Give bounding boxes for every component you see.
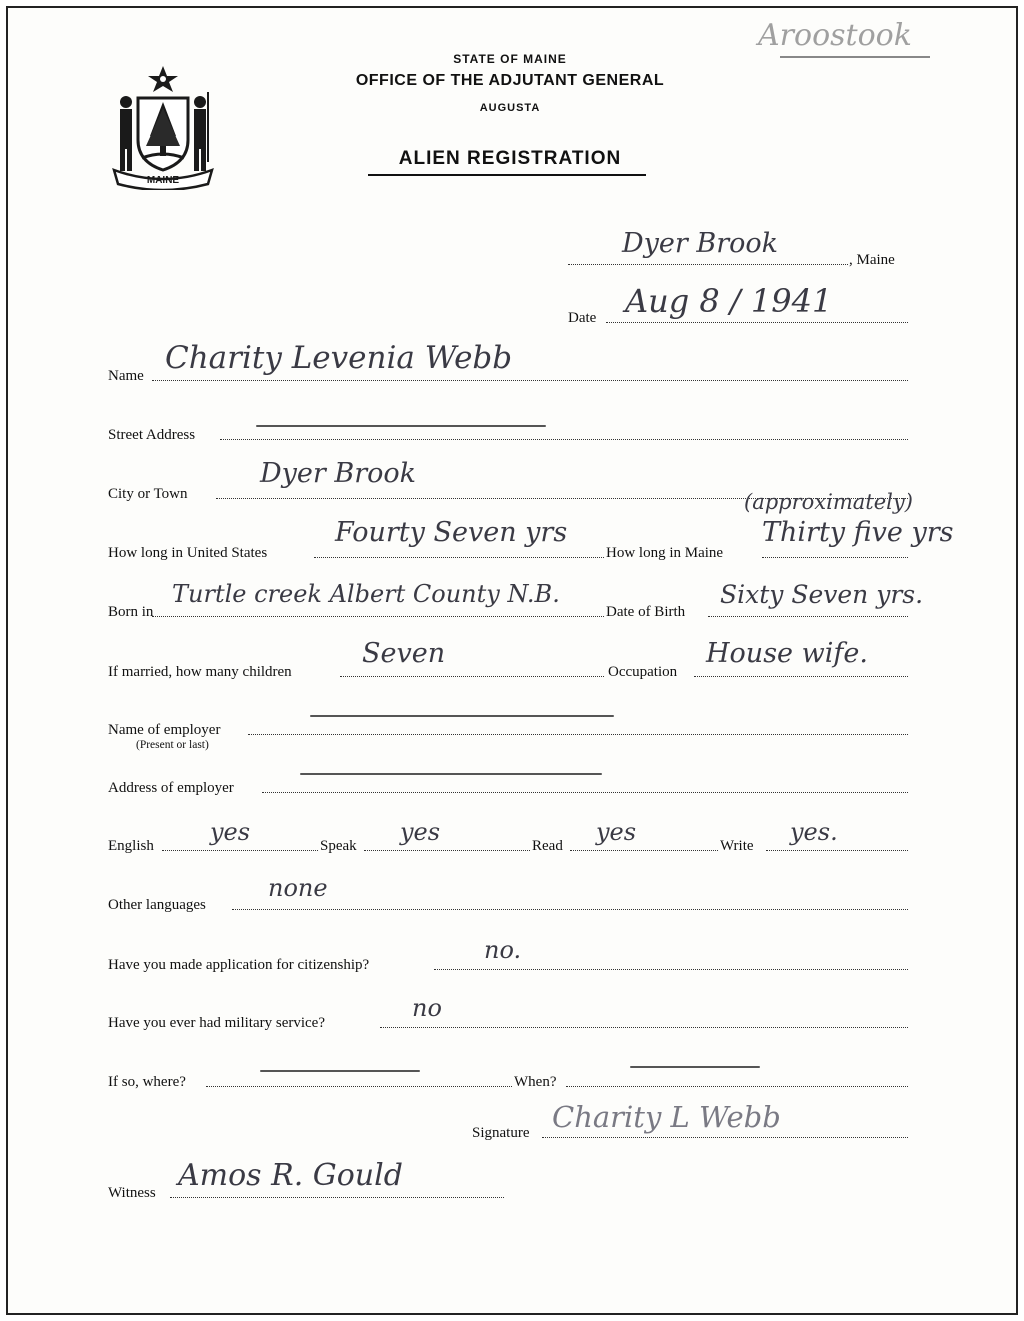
date-label: Date bbox=[568, 310, 597, 326]
read-line bbox=[570, 850, 718, 851]
employer-address-label: Address of employer bbox=[108, 780, 234, 796]
born-in-label: Born in bbox=[108, 604, 154, 620]
write-line bbox=[766, 850, 908, 851]
occupation-label: Occupation bbox=[608, 664, 678, 680]
street-label: Street Address bbox=[108, 427, 196, 443]
employer-label: Name of employer bbox=[108, 722, 221, 738]
name-line bbox=[152, 380, 908, 381]
maine-state-seal bbox=[108, 62, 218, 190]
when-label: When? bbox=[514, 1074, 557, 1090]
citizenship-line bbox=[434, 969, 908, 970]
where-line bbox=[206, 1086, 512, 1087]
witness-line bbox=[170, 1197, 504, 1198]
town-suffix-label: , Maine bbox=[849, 252, 895, 268]
title-underline bbox=[368, 174, 646, 176]
dob-label: Date of Birth bbox=[606, 604, 686, 620]
other-languages-value[interactable]: none bbox=[268, 874, 328, 902]
employer-address-line bbox=[262, 792, 908, 793]
dob-value[interactable]: Sixty Seven yrs. bbox=[720, 580, 924, 609]
city-label: City or Town bbox=[108, 486, 188, 502]
employer-address-blank-stroke bbox=[300, 773, 602, 775]
name-value[interactable]: Charity Levenia Webb bbox=[165, 340, 513, 376]
seal-lettering: MAINE bbox=[146, 175, 180, 186]
when-blank-stroke bbox=[630, 1066, 760, 1068]
years-us-value[interactable]: Fourty Seven yrs bbox=[335, 517, 568, 548]
dob-line bbox=[708, 616, 908, 617]
street-line bbox=[220, 439, 908, 440]
speak-label: Speak bbox=[320, 838, 357, 854]
read-value[interactable]: yes bbox=[596, 818, 637, 846]
form-title: ALIEN REGISTRATION bbox=[398, 148, 622, 169]
citizenship-value[interactable]: no. bbox=[484, 936, 522, 964]
military-value[interactable]: no bbox=[412, 994, 442, 1022]
write-label: Write bbox=[720, 838, 754, 854]
county-note: Aroostook bbox=[758, 18, 912, 53]
born-in-value[interactable]: Turtle creek Albert County N.B. bbox=[172, 580, 560, 608]
town-line bbox=[568, 264, 848, 265]
signature-label: Signature bbox=[472, 1125, 530, 1141]
witness-label: Witness bbox=[108, 1185, 156, 1201]
date-value[interactable]: Aug 8 / 1941 bbox=[625, 282, 833, 320]
english-value[interactable]: yes bbox=[210, 818, 251, 846]
employer-sublabel: (Present or last) bbox=[136, 739, 209, 751]
speak-value[interactable]: yes bbox=[400, 818, 441, 846]
military-line bbox=[380, 1027, 908, 1028]
maine-approx-note: (approximately) bbox=[744, 490, 913, 514]
date-line bbox=[606, 322, 908, 323]
english-line bbox=[162, 850, 318, 851]
when-line bbox=[566, 1086, 908, 1087]
street-blank-stroke bbox=[256, 425, 546, 427]
witness-value[interactable]: Amos R. Gould bbox=[178, 1158, 403, 1193]
citizenship-label: Have you made application for citizenship? bbox=[108, 957, 370, 973]
read-label: Read bbox=[532, 838, 563, 854]
military-label: Have you ever had military service? bbox=[108, 1015, 325, 1031]
other-languages-line bbox=[232, 909, 908, 910]
years-us-line bbox=[314, 557, 604, 558]
other-languages-label: Other languages bbox=[108, 897, 206, 913]
state-heading: STATE OF MAINE bbox=[453, 52, 567, 66]
write-value[interactable]: yes. bbox=[790, 818, 838, 846]
children-label: If married, how many children bbox=[108, 664, 292, 680]
county-underline bbox=[780, 56, 930, 58]
occupation-value[interactable]: House wife. bbox=[706, 638, 868, 669]
city-heading: AUGUSTA bbox=[479, 102, 541, 114]
employer-line bbox=[248, 734, 908, 735]
years-maine-label: How long in Maine bbox=[606, 545, 724, 561]
city-value[interactable]: Dyer Brook bbox=[260, 458, 416, 489]
born-in-line bbox=[152, 616, 604, 617]
name-label: Name bbox=[108, 368, 144, 384]
speak-line bbox=[364, 850, 530, 851]
signature-value[interactable]: Charity L Webb bbox=[552, 1100, 781, 1134]
english-label: English bbox=[108, 838, 154, 854]
years-us-label: How long in United States bbox=[108, 545, 268, 561]
children-line bbox=[340, 676, 604, 677]
where-label: If so, where? bbox=[108, 1074, 186, 1090]
occupation-line bbox=[694, 676, 908, 677]
years-maine-line bbox=[762, 557, 908, 558]
employer-blank-stroke bbox=[310, 715, 614, 717]
years-maine-value[interactable]: Thirty five yrs bbox=[762, 517, 954, 548]
children-value[interactable]: Seven bbox=[362, 638, 446, 669]
town-value[interactable]: Dyer Brook bbox=[622, 228, 778, 259]
signature-line bbox=[542, 1137, 908, 1138]
where-blank-stroke bbox=[260, 1070, 420, 1072]
office-heading: OFFICE OF THE ADJUTANT GENERAL bbox=[355, 72, 665, 89]
